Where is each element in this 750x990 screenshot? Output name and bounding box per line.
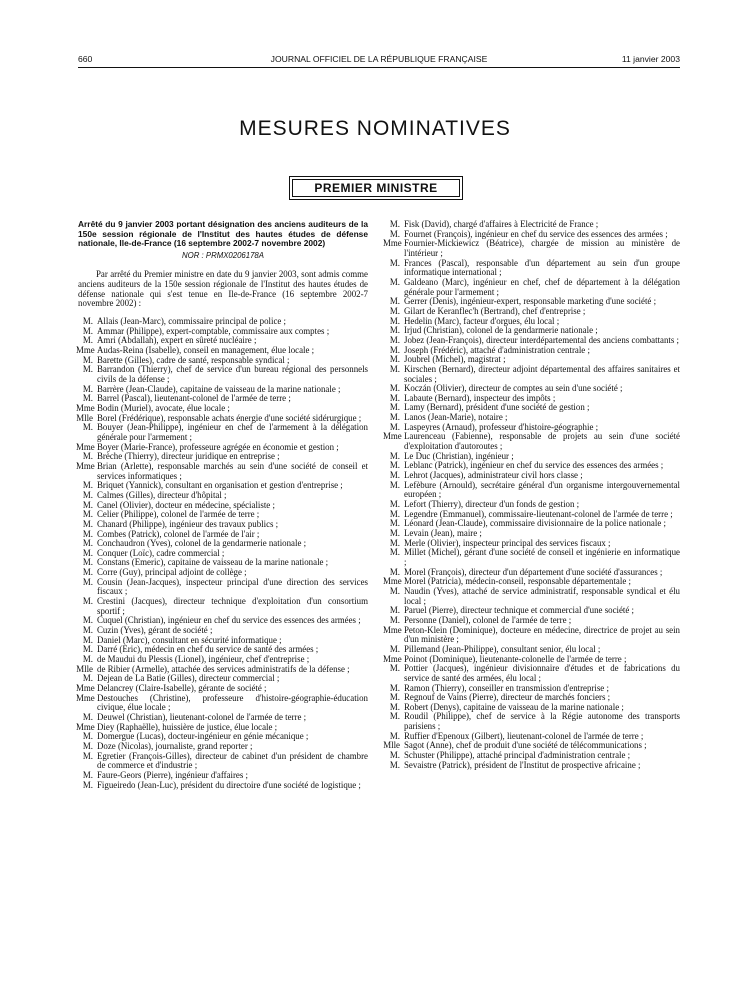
honorific: M. (82, 769, 93, 780)
appointee-entry: Constans (Emeric), capitaine de vaisseau de la marine nationale ; (97, 557, 329, 568)
appointee-entry: Roudil (Philippe), chef de service à la Régie autonome des transports parisiens ; (404, 711, 680, 732)
appointee-entry: Labaute (Bernard), inspecteur des impôts ; (404, 392, 556, 403)
appointee-entry: Lanos (Jean-Marie), notaire ; (404, 412, 508, 423)
honorific: M. (82, 567, 93, 578)
honorific: M. (389, 759, 400, 770)
appointee-entry: Dejean de La Batie (Gilles), directeur commercial ; (97, 673, 280, 684)
appointee-entry: Faure-Geors (Pierre), ingénieur d'affaires ; (97, 769, 249, 780)
honorific: M. (82, 499, 93, 510)
list-item (78, 752, 368, 771)
appointee-entry: Deuwel (Christian), lieutenant-colonel de l'armée de terre ; (97, 711, 307, 722)
appointee-entry: Peton-Klein (Dominique), docteure en médecine, directrice de projet au sein d'un ministère ; (404, 624, 680, 645)
appointee-entry: Fisk (David), chargé d'affaires à Electricité de France ; (404, 219, 599, 229)
appointee-entry: Figueiredo (Jean-Luc), président du directoire d'une société de logistique ; (97, 779, 361, 790)
honorific: M. (82, 538, 93, 549)
honorific: M. (82, 625, 93, 636)
honorific: M. (82, 393, 93, 404)
appointee-entry: Conchaudron (Yves), colonel de la gendarmerie nationale ; (97, 538, 307, 549)
list-item (385, 259, 680, 278)
appointee-entry: Personne (Daniel), colonel de l'armée de terre ; (404, 614, 572, 625)
appointee-entry: Laurenceau (Fabienne), responsable de projets au sein d'une société d'exploitation d'autoroutes ; (404, 431, 680, 452)
appointee-entry: Sagot (Anne), chef de produit d'une société de télécommunications ; (404, 740, 647, 751)
appointee-entry: Barrel (Pascal), lieutenant-colonel de l'armée de terre ; (97, 393, 291, 404)
honorific: Mme (76, 683, 95, 693)
appointee-entry: Paruel (Pierre), directeur technique et commercial d'une société ; (404, 605, 635, 616)
honorific: M. (82, 615, 93, 626)
appointee-entry: Barrandon (Thierry), chef de service d'un bureau régional des personnels civils de la défense ; (97, 364, 368, 384)
appointee-entry: Brèche (Thierry), directeur juridique en entreprise ; (97, 451, 280, 462)
honorific: M. (82, 596, 93, 607)
honorific: M. (389, 537, 400, 548)
appointee-entry: Sevaistre (Patrick), président de l'Institut de prospective africaine ; (404, 759, 641, 770)
appointee-entry: Borel (Frédérique), responsable achats énergie d'une société sidérurgique ; (97, 412, 362, 423)
honorific: M. (389, 750, 400, 761)
decree-title: Arrêté du 9 janvier 2003 portant désignation des anciens auditeurs de la 150e session régionale de l'Institut des hautes études de défense nationale, Ile-de-France (16 septembre 2002-7 novembre 2002) (78, 219, 368, 249)
honorific: M. (389, 614, 400, 625)
honorific: M. (82, 711, 93, 722)
honorific: M. (82, 644, 93, 655)
honorific: Mme (76, 721, 95, 732)
honorific: M. (389, 363, 400, 374)
honorific: M. (82, 576, 93, 587)
honorific: M. (389, 257, 400, 268)
honorific: M. (82, 489, 93, 500)
ministry-label: PREMIER MINISTRE (292, 179, 460, 197)
honorific: M. (389, 470, 400, 481)
appointee-entry: Ruffier d'Epenoux (Gilbert), lieutenant-colonel de l'armée de terre ; (404, 730, 644, 741)
honorific: M. (389, 276, 400, 287)
appointee-entry: Combes (Patrick), colonel de l'armée de l'air ; (97, 528, 260, 539)
list-item (385, 626, 680, 645)
appointee-entry: Allais (Jean-Marc), commissaire principal de police ; (97, 316, 287, 327)
list-item (385, 712, 680, 731)
appointee-entry: Fournet (François), ingénieur en chef du service des essences des armées ; (404, 228, 668, 239)
column-right (385, 220, 680, 770)
appointee-entry: Ramon (Thierry), conseiller en transmission d'entreprise ; (404, 682, 609, 693)
appointee-entry: Amri (Abdallah), expert en sûreté nucléaire ; (97, 335, 257, 346)
appointee-entry: Lehrot (Jacques), administrateur civil hors classe ; (404, 470, 583, 481)
list-item (385, 664, 680, 683)
honorific: M. (82, 451, 93, 462)
appointee-entry: Fournier-Mickiewicz (Béatrice), chargée de mission au ministère de l'intérieur ; (404, 238, 680, 258)
appointee-entry: Legendre (Emmanuel), commissaire-lieutenant-colonel de l'armée de terre ; (404, 508, 673, 519)
appointee-entry: de Ribier (Armelle), attachée des services administratifs de la défense ; (97, 663, 350, 674)
appointee-entry: Briquet (Yannick), consultant en organisation et gestion d'entreprise ; (97, 480, 343, 491)
list-item (78, 694, 368, 713)
list-item (385, 548, 680, 567)
honorific: M. (389, 402, 400, 413)
appointee-entry: Morel (Patricia), médecin-conseil, responsable départementale ; (404, 576, 631, 587)
honorific: M. (82, 779, 93, 790)
honorific: M. (389, 701, 400, 712)
appointee-entry: Delancrey (Claire-Isabelle), gérante de société ; (97, 683, 267, 693)
honorific: M. (389, 344, 400, 355)
appointee-entry: Levain (Jean), maire ; (404, 528, 482, 538)
appointee-entry: Cuquel (Christian), ingénieur en chef du service des essences des armées ; (97, 615, 361, 626)
honorific: M. (389, 450, 400, 461)
honorific: M. (389, 479, 400, 490)
list-item (78, 597, 368, 616)
honorific: M. (82, 383, 93, 394)
appointee-entry: Cousin (Jean-Jacques), inspecteur principal d'une direction des services fiscaux ; (97, 576, 368, 597)
list-item (78, 781, 368, 791)
appointee-entry: Léonard (Jean-Claude), commissaire divisionnaire de la police nationale ; (404, 518, 666, 529)
honorific: Mme (76, 441, 95, 452)
honorific: M. (389, 315, 400, 326)
honorific: Mme (76, 460, 95, 471)
appointee-entry: Gerrer (Denis), ingénieur-expert, responsable marketing d'une société ; (404, 296, 657, 307)
appointee-entry: Crestini (Jacques), directeur technique d'exploitation d'un consortium sportif ; (97, 596, 368, 616)
header-rule (78, 67, 680, 68)
honorific: M. (389, 663, 400, 674)
honorific: Mme (383, 576, 402, 587)
appointee-entry: Daniel (Marc), consultant en sécurité informatique ; (97, 634, 282, 645)
honorific: M. (389, 585, 400, 596)
appointee-entry: Hedelin (Marc), facteur d'orgues, élu local ; (404, 315, 560, 326)
column-left (78, 220, 368, 790)
issue-date: 11 janvier 2003 (621, 54, 680, 64)
honorific: M. (389, 354, 400, 365)
honorific: Mme (76, 402, 95, 413)
honorific: Mlle (383, 740, 400, 751)
list-item (385, 365, 680, 384)
honorific: M. (389, 412, 400, 423)
honorific: M. (82, 480, 93, 491)
honorific: M. (82, 750, 93, 761)
honorific: M. (389, 508, 400, 519)
appointee-entry: Conquer (Loïc), cadre commercial ; (97, 547, 225, 558)
list-item (385, 432, 680, 451)
honorific: M. (389, 334, 400, 345)
honorific: Mlle (76, 663, 93, 674)
list-item (385, 481, 680, 500)
appointee-entry: Morel (François), directeur d'un département d'une société d'assurances ; (404, 566, 663, 577)
honorific: M. (389, 499, 400, 510)
honorific: M. (389, 219, 400, 229)
appointee-entry: Naudin (Yves), attaché de service administratif, responsable syndical et élu local ; (404, 585, 680, 606)
list-item (385, 761, 680, 771)
appointee-entry: Diey (Raphaëlle), huissière de justice, élue locale ; (97, 721, 278, 732)
honorific: M. (82, 354, 93, 365)
appointee-entry: Pillemand (Jean-Philippe), consultant senior, élu local ; (404, 643, 601, 654)
appointee-entry: Irjud (Christian), colonel de la gendarmerie nationale ; (404, 325, 598, 336)
decree-intro: Par arrêté du Premier ministre en date du 9 janvier 2003, sont admis comme anciens auditeurs de la 150e session régionale de l'Institut des hautes études de défense nationale qui s'est tenue en Ile-de-France (16 septembre 2002-7 novembre 2002) : (78, 269, 368, 309)
honorific: M. (82, 509, 93, 520)
appointee-entry: Lefort (Thierry), directeur d'un fonds de gestion ; (404, 499, 580, 510)
journal-title: JOURNAL OFFICIEL DE LA RÉPUBLIQUE FRANÇAISE (270, 54, 488, 64)
honorific: M. (389, 730, 400, 741)
appointee-entry: Barrère (Jean-Claude), capitaine de vaisseau de la marine nationale ; (97, 383, 341, 394)
appointee-entry: Pottier (Jacques), ingénieur divisionnaire d'études et de fabrications du service de santé des armées, élu local ; (404, 663, 680, 683)
honorific: M. (389, 228, 400, 239)
honorific: M. (82, 731, 93, 742)
list-item (78, 365, 368, 384)
honorific: M. (389, 605, 400, 616)
honorific: M. (82, 634, 93, 645)
honorific: Mme (76, 345, 95, 356)
appointee-entry: Laspeyres (Arnaud), professeur d'histoire-géographie ; (404, 421, 599, 432)
appointee-entry: Bodin (Muriel), avocate, élue locale ; (97, 402, 230, 413)
appointee-entry: Kirschen (Bernard), directeur adjoint départemental des affaires sanitaires et sociales ; (404, 363, 680, 384)
honorific: M. (82, 325, 93, 336)
list-item (78, 423, 368, 442)
honorific: M. (389, 643, 400, 654)
section-title: MESURES NOMINATIVES (239, 117, 511, 140)
list-item (385, 587, 680, 606)
appointee-entry: Bouyer (Jean-Philippe), ingénieur en chef de l'armement à la délégation générale pour l'armement ; (97, 422, 368, 442)
appointee-entry: Corre (Guy), principal adjoint de collège ; (97, 567, 247, 578)
appointee-list-right (385, 220, 680, 770)
honorific: M. (389, 711, 400, 722)
list-item (78, 462, 368, 481)
appointee-entry: Doze (Nicolas), journaliste, grand reporter ; (97, 740, 253, 751)
appointee-entry: Schuster (Philippe), attaché principal d'administration centrale ; (404, 750, 631, 761)
list-item (78, 578, 368, 597)
honorific: M. (389, 460, 400, 471)
honorific: Mme (383, 653, 402, 664)
appointee-entry: Joseph (Frédéric), attaché d'administration centrale ; (404, 344, 590, 355)
honorific: M. (389, 692, 400, 703)
appointee-entry: Destouches (Christine), professeure d'histoire-géographie-éducation civique, élue locale ; (97, 692, 368, 713)
honorific: M. (389, 682, 400, 693)
honorific: M. (389, 325, 400, 336)
appointee-entry: Galdeano (Marc), ingénieur en chef, chef de département à la délégation générale pour l'armement ; (404, 276, 680, 297)
appointee-entry: Millet (Michel), gérant d'une société de conseil et ingénierie en informatique ; (404, 547, 680, 567)
appointee-entry: Chanard (Philippe), ingénieur des travaux publics ; (97, 518, 279, 529)
honorific: Mme (76, 692, 95, 703)
appointee-entry: Calmes (Gilles), directeur d'hôpital ; (97, 489, 227, 500)
honorific: M. (389, 383, 400, 394)
honorific: M. (389, 518, 400, 529)
appointee-entry: Koczán (Olivier), directeur de comptes au sein d'une société ; (404, 383, 623, 394)
honorific: M. (389, 296, 400, 307)
honorific: M. (389, 392, 400, 403)
appointee-entry: Audas-Reina (Isabelle), conseil en management, élue locale ; (97, 345, 315, 356)
honorific: M. (82, 335, 93, 346)
appointee-entry: Gilart de Keranflec'h (Bertrand), chef d'entreprise ; (404, 305, 586, 316)
honorific: M. (82, 654, 93, 665)
honorific: M. (389, 305, 400, 316)
honorific: M. (389, 566, 400, 577)
honorific: M. (82, 316, 93, 327)
appointee-entry: Domergue (Lucas), docteur-ingénieur en génie mécanique ; (97, 731, 309, 742)
ministry-box (289, 176, 463, 200)
honorific: Mme (383, 431, 402, 442)
appointee-entry: Le Duc (Christian), ingénieur ; (404, 450, 514, 461)
appointee-entry: Robert (Denys), capitaine de vaisseau de la marine nationale ; (404, 701, 624, 712)
appointee-entry: Lefèbure (Arnould), secrétaire général d'un organisme intergouvernemental européen ; (404, 479, 680, 500)
honorific: M. (389, 421, 400, 432)
appointee-entry: Cuzin (Yves), gérant de société ; (97, 625, 213, 636)
appointee-entry: Regnouf de Vains (Pierre), directeur de marchés fonciers ; (404, 692, 611, 703)
honorific: M. (389, 547, 400, 558)
nor-text: NOR : PRMX0206178A (182, 250, 264, 260)
appointee-entry: Egretier (François-Gilles), directeur de cabinet d'un président de chambre de commerce et d'industrie ; (97, 750, 368, 771)
appointee-entry: Jobez (Jean-François), directeur interdépartemental des anciens combattants ; (404, 334, 680, 345)
honorific: Mlle (76, 412, 93, 423)
appointee-entry: Poinot (Dominique), lieutenante-colonelle de l'armée de terre ; (404, 653, 627, 664)
honorific: M. (82, 422, 93, 433)
honorific: M. (82, 673, 93, 684)
honorific: M. (389, 528, 400, 538)
honorific: M. (82, 528, 93, 539)
appointee-entry: de Maudui du Plessis (Lionel), ingénieur, chef d'entreprise ; (97, 654, 310, 665)
appointee-entry: Canel (Olivier), docteur en médecine, spécialiste ; (97, 499, 275, 510)
appointee-entry: Celier (Philippe), colonel de l'armée de terre ; (97, 509, 260, 520)
list-item (385, 278, 680, 297)
honorific: M. (82, 557, 93, 568)
list-item (385, 239, 680, 258)
honorific: M. (82, 740, 93, 751)
appointee-entry: Barette (Gilles), cadre de santé, responsable syndical ; (97, 354, 290, 365)
honorific: M. (82, 547, 93, 558)
honorific: M. (82, 364, 93, 375)
appointee-entry: Darré (Eric), médecin en chef du service de santé des armées ; (97, 644, 319, 655)
appointee-entry: Leblanc (Patrick), ingénieur en chef du service des essences des armées ; (404, 460, 664, 471)
nor-reference (78, 251, 368, 261)
honorific: Mme (383, 238, 402, 249)
appointee-entry: Merle (Olivier), inspecteur principal des services fiscaux ; (404, 537, 611, 548)
appointee-entry: Brian (Arlette), responsable marchés au sein d'une société de conseil et services informatiques ; (97, 460, 368, 481)
appointee-list-left (78, 317, 368, 790)
honorific: Mme (383, 624, 402, 635)
page-header (78, 54, 680, 66)
appointee-entry: Boyer (Marie-France), professeure agrégée en économie et gestion ; (97, 441, 339, 452)
appointee-entry: Joubrel (Michel), magistrat ; (404, 354, 506, 365)
appointee-entry: Lamy (Bernard), président d'une société de gestion ; (404, 402, 590, 413)
appointee-entry: Ammar (Philippe), expert-comptable, commissaire aux comptes ; (97, 325, 330, 336)
appointee-entry: Frances (Pascal), responsable d'un département au sein d'un groupe informatique international ; (404, 257, 680, 278)
honorific: M. (82, 518, 93, 529)
page-number: 660 (78, 54, 93, 64)
